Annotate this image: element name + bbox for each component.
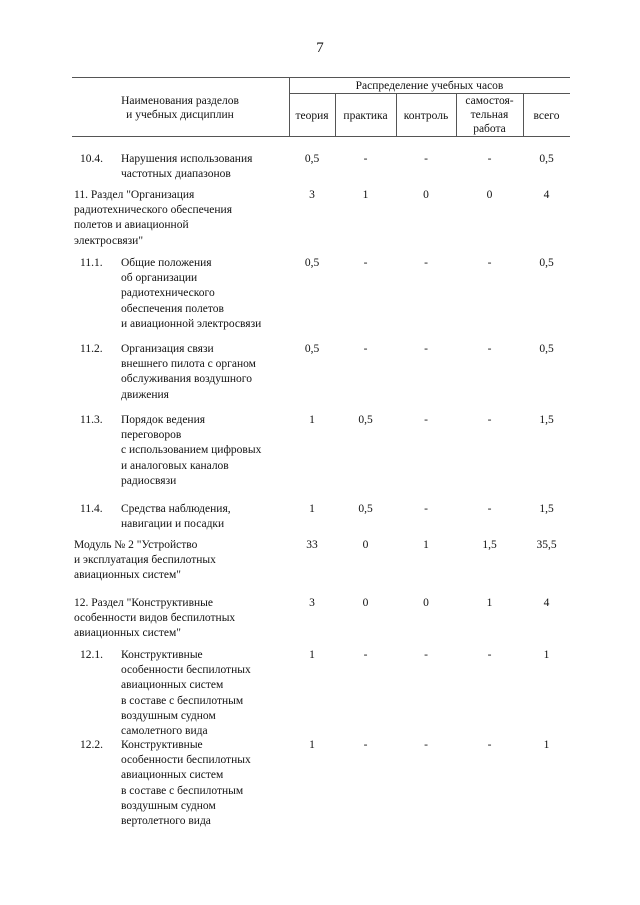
row-title-line: Общие положения [121,257,212,269]
row-title-line: воздушным судном [121,799,216,812]
cell-control: - [424,343,428,355]
row-title-line: об организации [121,272,198,285]
row-title-line: авиационных систем [121,679,224,692]
row-title-line: в составе с беспилотным [121,784,244,797]
row-title-line: Организация связи [121,343,214,355]
row-title-line: Средства наблюдения, [121,503,231,515]
header-practice: практика [343,110,388,122]
row-title-line: навигации и посадки [121,518,225,531]
cell-total: 4 [543,597,550,609]
cell-total: 4 [543,189,550,201]
row-title [74,596,294,642]
row-title [121,342,291,403]
cell-self: 1 [486,597,493,609]
cell-self: - [487,739,492,751]
cell-total: 1,5 [539,503,554,515]
row-title-line: Нарушения использования [121,153,253,165]
row-title-line: Модуль № 2 "Устройство [74,539,198,551]
row-title-line: 11. Раздел "Организация [74,189,195,201]
row-title-line: и аналоговых каналов [121,459,229,472]
cell-control: 0 [423,597,429,609]
row-title-line: авиационных систем" [74,627,181,640]
header-name-col: Наименования разделов и учебных дисциплин [121,95,239,121]
row-title-line: особенности беспилотных [121,664,251,677]
row-title-line: частотных диапазонов [121,168,231,181]
row-title-line: самолетного вида [121,725,208,738]
row-title-line: 12. Раздел "Конструктивные [74,597,213,609]
cell-theory: 0,5 [304,257,320,269]
row-title-line: обслуживания воздушного [121,373,252,386]
cell-control: - [424,153,428,165]
cell-total: 1 [543,739,550,751]
cell-total: 0,5 [539,257,554,269]
page-number: 7 [316,40,324,56]
row-title-line: особенности беспилотных [121,754,251,767]
row-code: 12.2. [80,739,103,751]
row-title [121,648,291,739]
row-title [121,256,291,332]
row-code: 11.3. [80,414,103,426]
row-title-line: вертолетного вида [121,815,211,828]
row-title [121,738,291,829]
row-title-line: и авиационной электросвязи [121,317,262,330]
cell-theory: 1 [309,503,315,515]
row-title-line: в составе с беспилотным [121,694,244,707]
header-mid-rule [289,93,570,94]
row-title-line: внешнего пилота с органом [121,358,256,371]
cell-theory: 3 [309,597,315,609]
row-code: 11.4. [80,503,103,515]
cell-self: 0 [486,189,493,201]
row-title-line: переговоров [121,429,182,442]
row-title-line: радиотехнического обеспечения [74,204,232,217]
cell-total: 0,5 [539,343,554,355]
row-title-line: Порядок ведения [121,414,206,426]
cell-practice: - [363,739,368,751]
header-top-rule [72,77,570,78]
header-self-study: самостоя- тельная работа [465,95,514,135]
cell-practice: 0,5 [358,414,373,426]
cell-theory: 1 [309,739,315,751]
header-theory: теория [295,110,329,122]
cell-practice: 1 [362,189,369,201]
cell-self: - [487,414,492,426]
row-title-line: и эксплуатация беспилотных [74,554,216,567]
row-title-line: радиосвязи [121,474,177,487]
row-title-line: Конструктивные [121,739,203,751]
row-title-line: обеспечения полетов [121,302,224,315]
cell-self: - [487,503,492,515]
cell-control: - [424,739,428,751]
row-title [121,152,291,182]
row-title-line: особенности видов беспилотных [74,612,236,625]
row-title-line: электросвязи" [74,234,144,247]
cell-practice: - [363,257,368,269]
header-distribution: Распределение учебных часов [355,80,504,92]
cell-self: - [487,257,492,269]
row-title-line: полетов и авиационной [74,219,189,232]
header-control: контроль [403,110,449,122]
cell-self: - [487,649,492,661]
row-title-line: авиационных систем [121,769,224,782]
header-total: всего [533,110,560,122]
cell-practice: - [363,153,368,165]
cell-theory: 3 [309,189,315,201]
cell-control: 1 [423,539,429,551]
cell-practice: 0,5 [358,503,373,515]
cell-control: - [424,414,428,426]
row-title [74,538,294,584]
cell-self: - [487,153,492,165]
cell-control: - [424,649,428,661]
row-title-line: радиотехнического [121,287,215,300]
cell-theory: 33 [306,539,318,551]
cell-total: 1,5 [539,414,554,426]
cell-practice: - [363,343,368,355]
cell-self: - [487,343,492,355]
cell-total: 0,5 [539,153,554,165]
cell-control: - [424,503,428,515]
cell-control: - [424,257,428,269]
cell-practice: - [363,649,368,661]
cell-self: 1,5 [482,539,497,551]
row-title-line: с использованием цифровых [121,444,262,457]
cell-total: 1 [543,649,550,661]
cell-theory: 0,5 [304,343,320,355]
cell-practice: 0 [362,539,369,551]
row-code: 10.4. [80,153,103,165]
row-code: 11.1. [80,257,103,269]
cell-theory: 1 [309,414,315,426]
cell-theory: 0,5 [304,153,320,165]
row-title-line: Конструктивные [121,649,203,661]
header-bottom-rule [72,136,570,137]
cell-control: 0 [423,189,429,201]
row-code: 12.1. [80,649,103,661]
row-title [121,502,291,532]
row-code: 11.2. [80,343,103,355]
cell-practice: 0 [362,597,369,609]
cell-total: 35,5 [536,539,557,551]
row-title [74,188,294,249]
row-title-line: воздушным судном [121,709,216,722]
row-title-line: движения [121,388,169,401]
row-title [121,413,291,489]
cell-theory: 1 [309,649,315,661]
row-title-line: авиационных систем" [74,569,181,582]
